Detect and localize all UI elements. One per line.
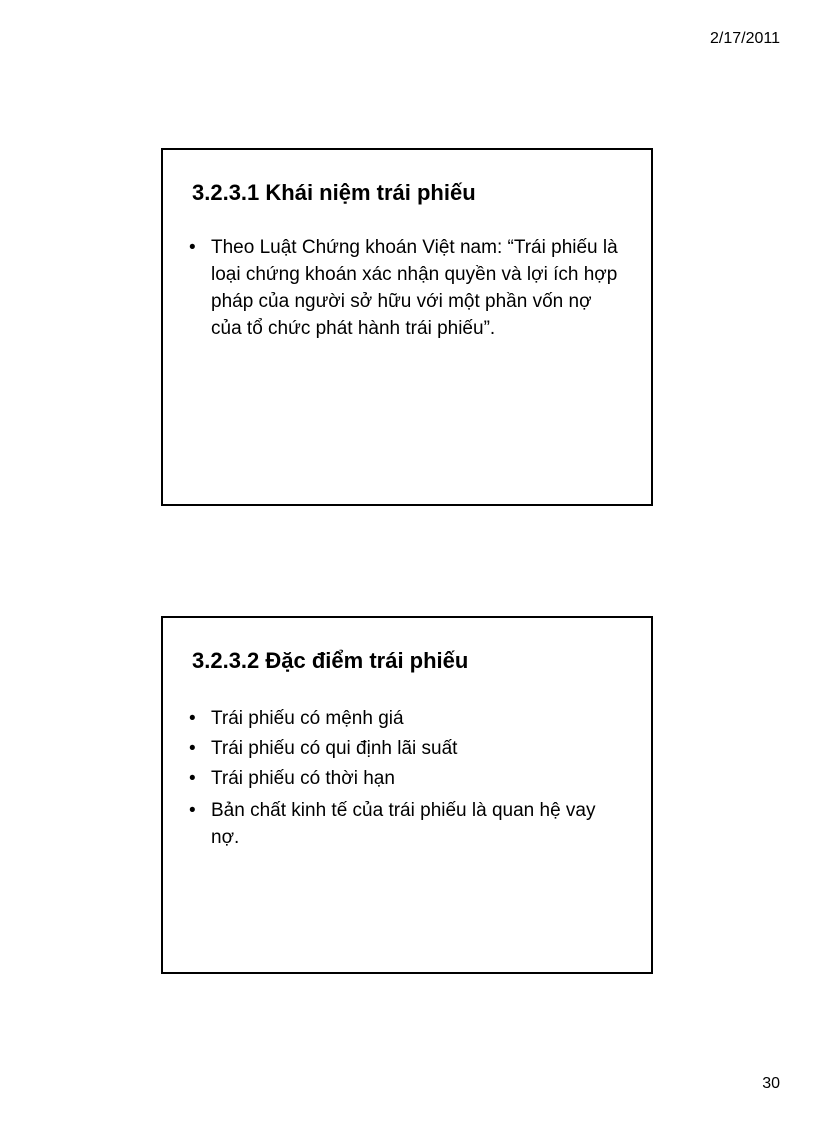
bullet-text: Bản chất kinh tế của trái phiếu là quan hệ vay nợ. — [211, 800, 596, 848]
bullet-item — [189, 234, 619, 342]
bullet-text: Trái phiếu có qui định lãi suất — [211, 738, 458, 759]
page-date: 2/17/2011 — [710, 30, 780, 47]
bullet-item — [189, 734, 619, 764]
bullet-list — [189, 234, 619, 342]
bullet-item — [189, 797, 619, 851]
slide-frame — [161, 148, 653, 506]
bullet-dot-icon: • — [189, 800, 196, 821]
bullet-dot-icon: • — [189, 708, 196, 729]
bullet-dot-icon: • — [189, 237, 196, 258]
slide-frame — [161, 616, 653, 974]
bullet-item — [189, 704, 619, 734]
bullet-text: Trái phiếu có thời hạn — [211, 768, 395, 789]
bullet-list — [189, 704, 619, 851]
bullet-dot-icon: • — [189, 738, 196, 759]
bullet-text: Theo Luật Chứng khoán Việt nam: “Trái phiếu là loại chứng khoán xác nhận quyền và lợi ích hợp pháp của người sở hữu với một phần vốn nợ của tổ chức phát hành trái phiếu”. — [211, 237, 618, 339]
bullet-item — [189, 764, 619, 794]
page-number: 30 — [762, 1075, 780, 1092]
slide-title: 3.2.3.1 Khái niệm trái phiếu — [192, 180, 476, 205]
bullet-text: Trái phiếu có mệnh giá — [211, 708, 404, 729]
bullet-dot-icon: • — [189, 768, 196, 789]
slide-title: 3.2.3.2 Đặc điểm trái phiếu — [192, 648, 469, 673]
